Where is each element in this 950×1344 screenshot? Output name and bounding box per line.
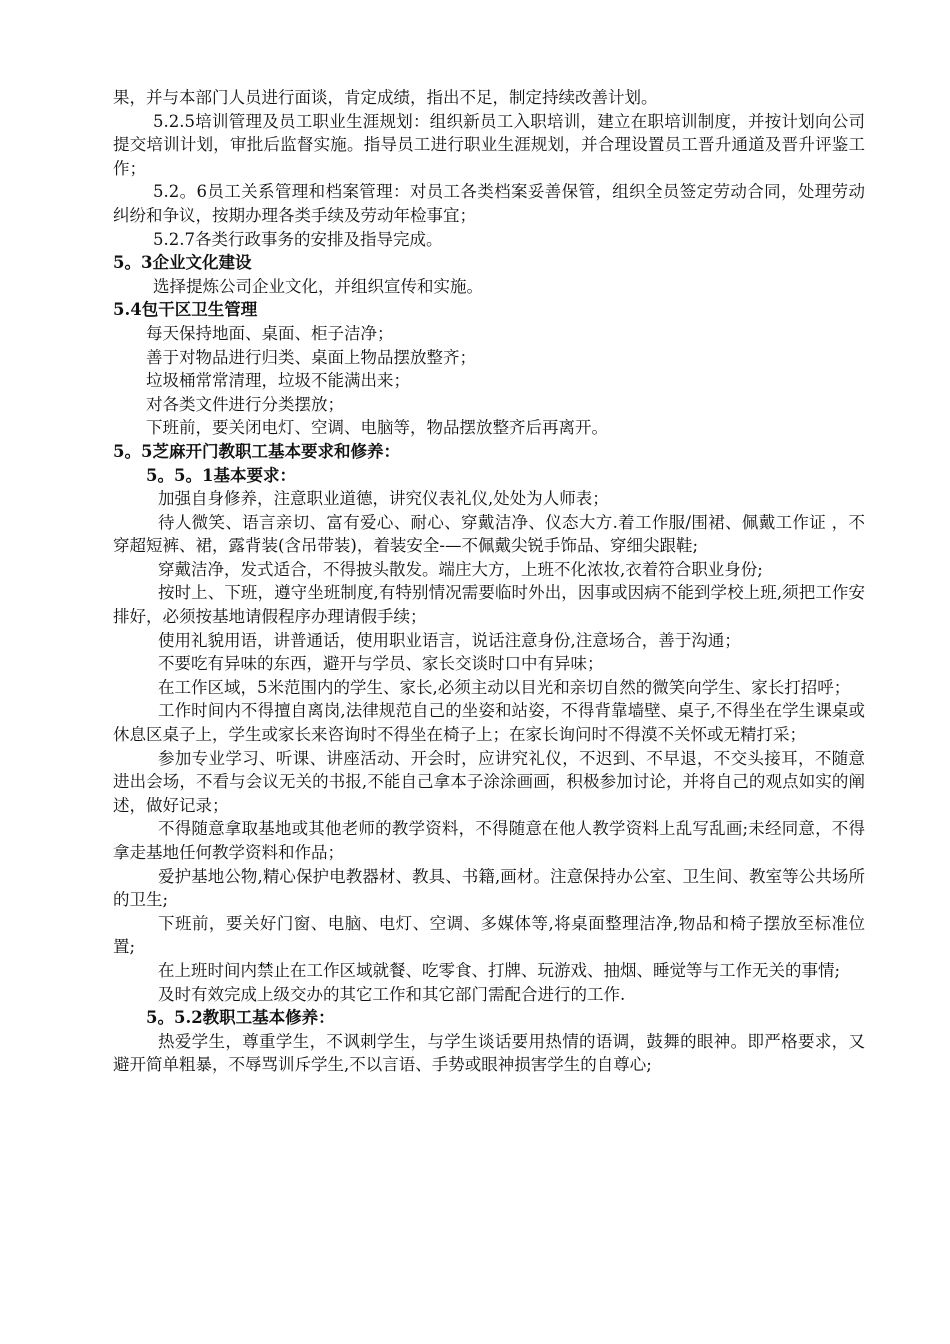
paragraph: 待人微笑、语言亲切、富有爱心、耐心、穿戴洁净、仪态大方.着工作服/围裙、佩戴工作证 ，不穿超短裤、裙，露背装(含吊带装)，着装安全-—不佩戴尖锐手饰品、穿细尖跟鞋; [113, 512, 865, 556]
paragraph: 热爱学生，尊重学生，不讽刺学生，与学生谈话要用热情的语调，鼓舞的眼神。即严格要求，又避开简单粗暴，不辱骂训斥学生,不以言语、手势或眼神损害学生的自尊心; [113, 1031, 865, 1075]
paragraph: 爱护基地公物,精心保护电教器材、教具、书籍,画材。注意保持办公室、卫生间、教室等公共场所的卫生; [113, 866, 865, 910]
paragraph: 不要吃有异味的东西，避开与学员、家长交谈时口中有异味； [158, 654, 604, 674]
paragraph: 工作时间内不得擅自离岗,法律规范自己的坐姿和站姿，不得背靠墙壁、桌子,不得坐在学生课桌或休息区桌子上，学生或家长来咨询时不得坐在椅子上；在家长询问时不得漠不关怀或无精打采； [113, 701, 865, 745]
subsection-heading: 5。5.2教职工基本修养： [146, 1008, 335, 1028]
paragraph: 不得随意拿取基地或其他老师的教学资料，不得随意在他人教学资料上乱写乱画;未经同意，不得拿走基地任何教学资料和作品； [113, 819, 865, 862]
paragraph: 善于对物品进行归类、桌面上物品摆放整齐； [146, 347, 476, 367]
paragraph: 按时上、下班，遵守坐班制度,有特别情况需要临时外出，因事或因病不能到学校上班,须把工作安排好，必须按基地请假程序办理请假手续； [113, 583, 865, 627]
paragraph: 5.2.7各类行政事务的安排及指导完成。 [153, 229, 443, 249]
subsection-heading: 5。5。1基本要求： [146, 465, 296, 485]
section-heading: 5。3企业文化建设 [113, 253, 252, 273]
paragraph: 对各类文件进行分类摆放； [146, 394, 344, 414]
paragraph: 每天保持地面、桌面、柜子洁净； [146, 323, 394, 343]
paragraph: 使用礼貌用语，讲普通话，使用职业语言，说话注意身份,注意场合，善于沟通； [158, 630, 741, 650]
paragraph: 5.2。6员工关系管理和档案管理：对员工各类档案妥善保管，组织全员签定劳动合同，处理劳动纠纷和争议，按期办理各类手续及劳动年检事宜； [113, 182, 865, 225]
paragraph: 在工作区域，5米范围内的学生、家长,必须主动以目光和亲切自然的微笑向学生、家长打招呼； [158, 677, 851, 697]
paragraph: 参加专业学习、听课、讲座活动、开会时，应讲究礼仪，不迟到、不早退，不交头接耳，不随意进出会场，不看与会议无关的书报,不能自己拿本子涂涂画画，积极参加讨论，并将自己的观点如实的阐述，做好记录； [113, 748, 865, 815]
document-body [113, 86, 865, 1077]
section-heading: 5.4包干区卫生管理 [113, 300, 258, 320]
paragraph: 下班前，要关闭电灯、空调、电脑等，物品摆放整齐后再离开。 [146, 418, 608, 438]
paragraph: 果，并与本部门人员进行面谈，肯定成绩，指出不足，制定持续改善计划。 [113, 88, 658, 107]
paragraph: 在上班时间内禁止在工作区域就餐、吃零食、打牌、玩游戏、抽烟、睡觉等与工作无关的事情; [158, 960, 841, 980]
paragraph: 垃圾桶常常清理，垃圾不能满出来； [146, 371, 410, 391]
paragraph: 下班前，要关好门窗、电脑、电灯、空调、多媒体等,将桌面整理洁净,物品和椅子摆放至标准位置; [113, 913, 865, 957]
paragraph: 及时有效完成上级交办的其它工作和其它部门需配合进行的工作. [158, 984, 626, 1004]
paragraph: 选择提炼公司企业文化，并组织宣传和实施。 [153, 276, 483, 296]
section-heading: 5。5芝麻开门教职工基本要求和修养： [113, 441, 400, 461]
paragraph: 穿戴洁净，发式适合，不得披头散发。端庄大方，上班不化浓妆,衣着符合职业身份; [158, 559, 763, 579]
paragraph: 5.2.5培训管理及员工职业生涯规划：组织新员工入职培训，建立在职培训制度，并按计划向公司提交培训计划，审批后监督实施。指导员工进行职业生涯规划，并合理设置员工晋升通道及晋升评鉴工作； [113, 111, 865, 178]
paragraph: 加强自身修养，注意职业道德，讲究仪表礼仪,处处为人师表； [158, 489, 609, 509]
